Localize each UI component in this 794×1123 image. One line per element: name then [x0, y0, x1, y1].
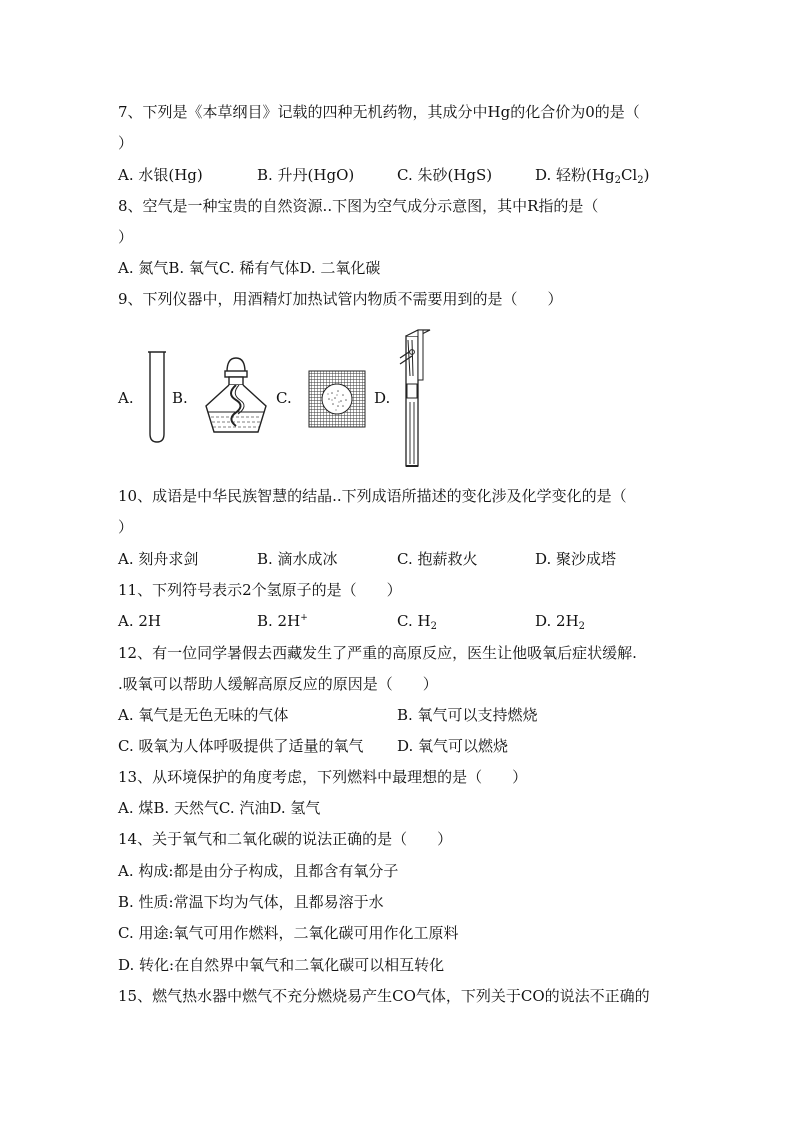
q9-label-b: B. — [172, 389, 188, 407]
q8-stem-cont: ） — [118, 228, 134, 246]
q14-option-b: B. 性质:常温下均为气体，且都易溶于水 — [118, 893, 384, 911]
q12-stem: 12、有一位同学暑假去西藏发生了严重的高原反应，医生让他吸氧后症状缓解. — [118, 644, 637, 662]
q12-option-d: D. 氧气可以燃烧 — [397, 737, 509, 755]
q11-stem: 11、下列符号表示2个氢原子的是（ ） — [118, 581, 402, 599]
q14-option-c: C. 用途:氧气可用作燃料，二氧化碳可用作化工原料 — [118, 924, 459, 942]
q7-stem: 7、下列是《本草纲目》记载的四种无机药物，其成分中Hg的化合价为0的是（ — [118, 103, 640, 121]
q14-option-d: D. 转化:在自然界中氧气和二氧化碳可以相互转化 — [118, 956, 445, 974]
q9-label-d: D. — [374, 389, 391, 407]
q9-label-c: C. — [276, 389, 292, 407]
q9-stem: 9、下列仪器中，用酒精灯加热试管内物质不需要用到的是（ ） — [118, 290, 563, 308]
q14-option-a: A. 构成:都是由分子构成，且都含有氧分子 — [118, 862, 399, 880]
q7-option-c: C. 朱砂(HgS) — [397, 166, 493, 184]
q15-stem: 15、燃气热水器中燃气不充分燃烧易产生CO气体，下列关于CO的说法不正确的 — [118, 987, 650, 1005]
q10-option-c: C. 抱薪救火 — [397, 550, 478, 568]
q14-stem: 14、关于氧气和二氧化碳的说法正确的是（ ） — [118, 830, 453, 848]
q8-options: A. 氮气B. 氧气C. 稀有气体D. 二氧化碳 — [118, 259, 381, 277]
q7-stem-cont: ） — [118, 134, 134, 152]
q13-options: A. 煤B. 天然气C. 汽油D. 氢气 — [118, 799, 321, 817]
q7-option-d: D. 轻粉$(Hg_2Cl_2)$ — [535, 166, 650, 186]
q10-option-a: A. 刻舟求剑 — [118, 550, 199, 568]
q12-option-c: C. 吸氧为人体呼吸提供了适量的氧气 — [118, 737, 364, 755]
q11-option-d: D. $2H_2$ — [535, 612, 586, 632]
q9-label-a: A. — [118, 389, 134, 407]
q8-stem: 8、空气是一种宝贵的自然资源..下图为空气成分示意图，其中R指的是（ — [118, 197, 599, 215]
q13-stem: 13、从环境保护的角度考虑，下列燃料中最理想的是（ ） — [118, 768, 528, 786]
q11-option-b: B. 2H+ — [257, 612, 308, 630]
q10-option-b: B. 滴水成冰 — [257, 550, 338, 568]
q10-stem: 10、成语是中华民族智慧的结晶..下列成语所描述的变化涉及化学变化的是（ — [118, 487, 627, 505]
q7-option-b: B. 升丹(HgO) — [257, 166, 355, 184]
q12-stem-cont: .吸氧可以帮助人缓解高原反应的原因是（ ） — [118, 675, 438, 693]
q12-option-b: B. 氧气可以支持燃烧 — [397, 706, 538, 724]
q12-option-a: A. 氧气是无色无味的气体 — [118, 706, 289, 724]
q7-option-a: A. 水银(Hg) — [118, 166, 203, 184]
q10-option-d: D. 聚沙成塔 — [535, 550, 617, 568]
asbestos-gauze-icon — [308, 370, 366, 428]
q11-option-c: C. $H_2$ — [397, 612, 437, 632]
test-tube-icon — [146, 350, 168, 444]
q10-stem-cont: ） — [118, 518, 134, 536]
test-tube-holder-icon — [396, 330, 432, 468]
q11-option-a: A. 2H — [118, 612, 161, 630]
alcohol-lamp-icon — [200, 356, 272, 436]
